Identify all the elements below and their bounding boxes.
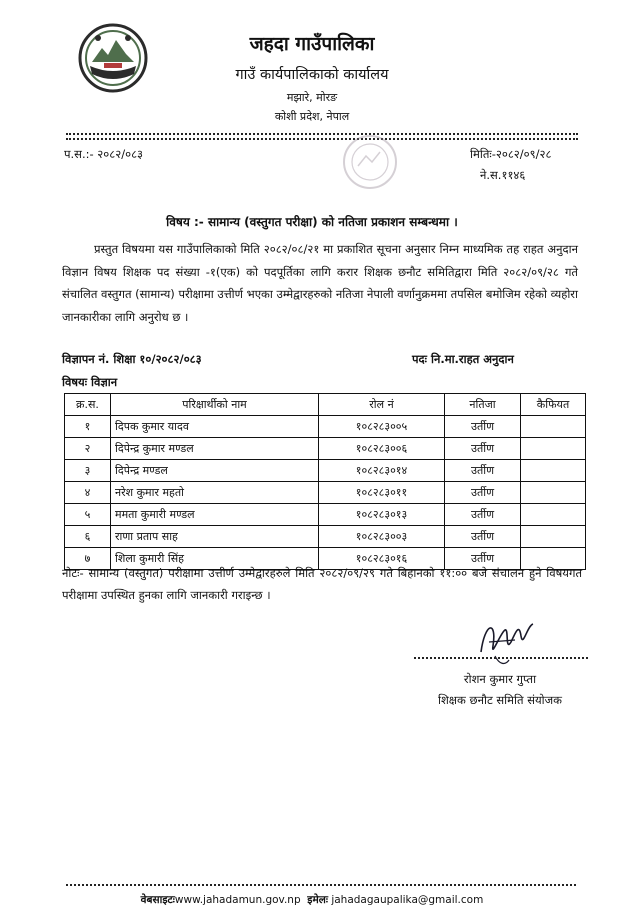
cell-name: शिला कुमारी सिंह [111,548,319,570]
cell-roll: १०८२८३०१६ [319,548,445,570]
results-table [64,393,586,570]
cell-name: नरेश कुमार महतो [111,482,319,504]
cell-name: दिपक कुमार यादव [111,416,319,438]
footer-contact [0,893,624,907]
table-row [65,416,586,438]
cell-serial: ४ [65,482,111,504]
notice-body: प्रस्तुत विषयमा यस गाउँपालिकाको मिति २०८२/०८/२१ मा प्रकाशित सूचना अनुसार निम्न माध्यमिक तह राहत अनुदान विज्ञान विषय शिक्षक पद संख्या -१(एक) को पदपूर्तिका लागि करार शिक्षक छनौट समितिद्वारा मिति २०८२/०९/२८ गते संचालित वस्तुगत (सामान्य) परीक्षामा उत्तीर्ण भएका उम्मेद्वारहरुको नतिजा नेपाली वर्णानुक्रममा तपसिल बमोजिम रहेको व्यहोरा जानकारीका लागि अनुरोध छ । [62,242,578,324]
cell-result: उर्तीण [445,504,521,526]
exam-note: नोटः- सामान्य (वस्तुगत) परीक्षामा उत्तीर्ण उम्मेद्वारहरुले मिति २०८२/०९/२९ गते बिहानको ११:०० बजे संचालन हुने विषयगत परीक्षामा उपस्थित हुनका लागि जानकारी गराइन्छ । [62,566,582,602]
header-divider-bottom [66,138,578,140]
cell-result: उर्तीण [445,526,521,548]
cell-remarks [521,416,586,438]
website-label: वेबसाइटः [140,894,175,906]
cell-name: ममता कुमारी मण्डल [111,504,319,526]
cell-result: उर्तीण [445,548,521,570]
cell-serial: ६ [65,526,111,548]
cell-roll: १०८२८३००५ [319,416,445,438]
cell-serial: ५ [65,504,111,526]
address-line-1: मझारे, मोरङ [286,91,338,104]
cell-remarks [521,504,586,526]
cell-serial: ७ [65,548,111,570]
signatory-role: शिक्षक छनौट समिति संयोजक [437,693,562,707]
cell-roll: १०८२८३०११ [319,482,445,504]
website-link[interactable]: www.jahadamun.gov.np [174,894,301,906]
letter-reference-number: प.स.:- २०८२/०८३ [64,147,144,161]
letter-subject: विषय :- सामान्य (वस्तुगत परीक्षा) को नतिजा प्रकाशन सम्बन्धमा । [166,215,458,229]
cell-roll: १०८२८३०१३ [319,504,445,526]
cell-remarks [521,482,586,504]
header-roll-number: रोल नं [319,394,445,416]
cell-result: उर्तीण [445,482,521,504]
header-result: नतिजा [445,394,521,416]
office-name: गाउँ कार्यपालिकाको कार्यालय [235,67,389,83]
subject-label: विषयः विज्ञान [62,375,118,389]
cell-roll: १०८२८३००६ [319,438,445,460]
post-name: पदः नि.मा.राहत अनुदान [412,352,514,366]
cell-name: दिपेन्द्र कुमार मण्डल [111,438,319,460]
cell-result: उर्तीण [445,438,521,460]
cell-name: दिपेन्द्र मण्डल [111,460,319,482]
header-serial: क्र.स. [65,394,111,416]
cell-serial: ३ [65,460,111,482]
table-row [65,460,586,482]
cell-roll: १०८२८३००३ [319,526,445,548]
email-link[interactable]: jahadagaupalika@gmail.com [331,894,484,906]
header-remarks: कैफियत [521,394,586,416]
table-row [65,438,586,460]
header-divider-top [66,133,578,135]
table-row [65,526,586,548]
footer-divider [66,884,576,886]
cell-remarks [521,460,586,482]
cell-serial: २ [65,438,111,460]
letter-date: मितिः-२०८२/०९/२८ [470,147,552,161]
header-candidate-name: परिक्षार्थीको नाम [111,394,319,416]
signatory-name: रोशन कुमार गुप्ता [463,672,537,686]
cell-remarks [521,438,586,460]
table-row [65,504,586,526]
dispatch-number: ने.स.११४६ [480,168,526,182]
cell-name: राणा प्रताप साह [111,526,319,548]
cell-serial: १ [65,416,111,438]
advertisement-number: विज्ञापन नं. शिक्षा १०/२०८२/०८३ [62,352,202,366]
handwritten-signature [475,612,541,670]
signature-line [414,657,588,659]
cell-remarks [521,526,586,548]
municipality-title: जहदा गाउँपालिका [249,33,375,55]
office-stamp [340,132,400,192]
address-line-2: कोशी प्रदेश, नेपाल [274,110,350,123]
email-label: इमेलः [307,894,328,906]
table-row [65,482,586,504]
table-header-row [65,394,586,416]
cell-result: उर्तीण [445,460,521,482]
cell-roll: १०८२८३०१४ [319,460,445,482]
cell-result: उर्तीण [445,416,521,438]
